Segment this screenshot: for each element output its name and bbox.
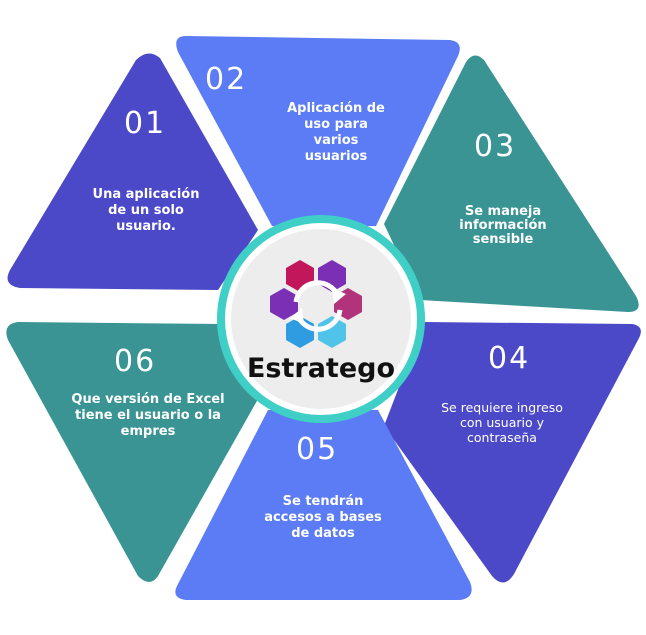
segment-04-text-line-3: contraseña xyxy=(467,430,537,445)
segment-05-text-line-3: de datos xyxy=(291,526,355,541)
segment-04-text-line-2: con usuario y xyxy=(459,415,545,430)
segment-03-text-line-3: sensible xyxy=(472,232,534,247)
segment-04-number: 04 xyxy=(488,341,531,376)
segment-02-text-line-2: uso para xyxy=(304,117,368,132)
segment-06-text-line-1: Que versión de Excel xyxy=(71,392,225,407)
segment-02-text-line-1: Aplicación de xyxy=(287,101,385,116)
segment-03-text-line-2: información xyxy=(459,218,547,233)
segment-01-text-line-3: usuario. xyxy=(116,219,176,234)
segment-06-text-line-2: tiene el usuario o la xyxy=(75,408,221,423)
segment-02-number: 02 xyxy=(205,62,248,97)
segment-02-text-line-4: usuarios xyxy=(304,149,368,164)
segment-05-text-line-2: accesos a bases xyxy=(264,510,382,525)
segment-02-text-line-3: varios xyxy=(313,133,359,148)
segment-06-text-line-3: empres xyxy=(120,424,176,439)
segment-04-text-line-1: Se requiere ingreso xyxy=(441,400,563,415)
segment-05-text-line-1: Se tendrán xyxy=(282,494,364,509)
segment-06-number: 06 xyxy=(114,344,157,379)
segment-03-text-line-1: Se maneja xyxy=(464,204,542,219)
segment-01-text-line-1: Una aplicación xyxy=(92,187,200,202)
segment-01-text-line-2: de un solo xyxy=(108,203,184,218)
segment-03-number: 03 xyxy=(474,129,517,164)
brand-name: Estratego xyxy=(246,353,396,384)
segment-01-number: 01 xyxy=(124,106,167,141)
center-badge xyxy=(221,219,421,419)
segment-05-number: 05 xyxy=(296,432,339,467)
